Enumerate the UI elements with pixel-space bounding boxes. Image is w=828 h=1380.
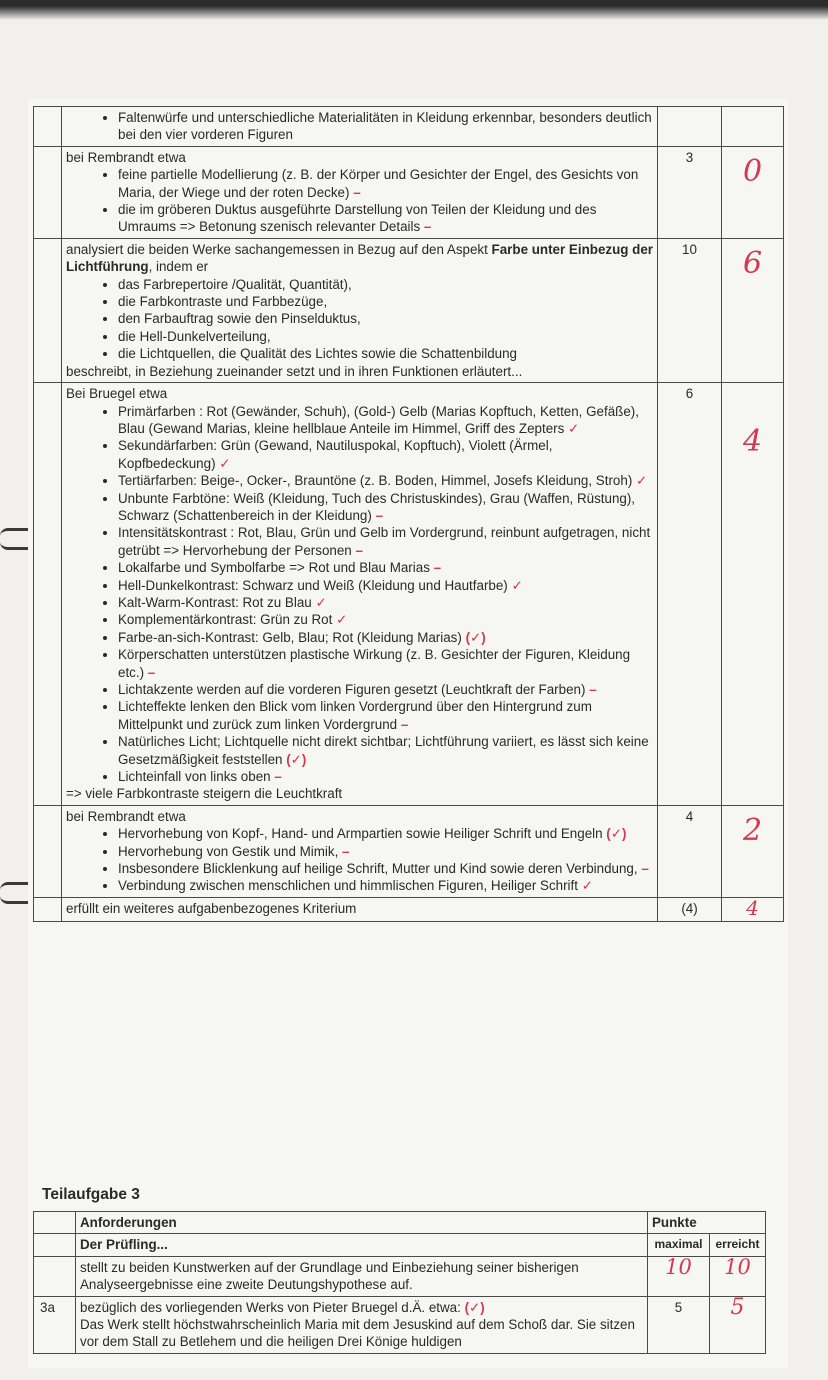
criterion-text: erfüllt ein weiteres aufgabenbezogenes Kriterium: [62, 897, 658, 921]
achieved-points: 0: [742, 153, 763, 189]
table-row: [34, 238, 784, 382]
max-points: 5: [648, 1296, 710, 1353]
achieved-points: 4: [742, 424, 763, 460]
list-item: • Kalt-Warm-Kontrast: Rot zu Blau ✓: [118, 594, 653, 611]
list-item: • feine partielle Modellierung (z. B. der Körper und Gesichter der Engel, des Gesichts von Maria, der Wiege und der roten Decke) –: [118, 166, 653, 201]
row-intro: analysiert die beiden Werke sachangemessen in Bezug auf den Aspekt Farbe unter Einbezug der Lichtführung, indem er: [66, 241, 653, 275]
row-intro: bei Rembrandt etwa: [66, 149, 186, 165]
requirement-text: bezüglich des vorliegenden Werks von Pieter Bruegel d.Ä. etwa: (✓): [80, 1299, 485, 1315]
table-row: [34, 1256, 766, 1296]
list-item: • Unbunte Farbtöne: Weiß (Kleidung, Tuch des Christuskindes), Grau (Waffen, Rüstung), Schwarz (Schattenbereich in der Kleidung) –: [118, 490, 653, 525]
list-item: • Verbindung zwischen menschlichen und himmlischen Figuren, Heiliger Schrift ✓: [118, 877, 653, 894]
table-row: [34, 107, 784, 147]
list-item: • Lichteinfall von links oben –: [118, 768, 653, 785]
table-row: [34, 1296, 766, 1353]
column-header-anforderungen: Anforderungen: [76, 1212, 648, 1234]
achieved-points: 4: [746, 895, 759, 920]
list-item: • Lichteffekte lenken den Blick vom linken Vordergrund über den Hintergrund zum Mittelpunkt und zurück zum linken Vordergrund –: [118, 698, 653, 733]
requirement-text: stellt zu beiden Kunstwerken auf der Grundlage und Einbeziehung seiner bisherigen Analyseergebnisse eine zweite Deutungshypothese auf.: [76, 1256, 648, 1296]
list-item: • Insbesondere Blicklenkung auf heilige Schrift, Mutter und Kind sowie deren Verbindung, –: [118, 860, 653, 877]
list-item: • Sekundärfarben: Grün (Gewand, Nautiluspokal, Kopftuch), Violett (Ärmel, Kopfbedeckung) ✓: [118, 437, 653, 472]
list-item: • Natürliches Licht; Lichtquelle nicht direkt sichtbar; Lichtführung variiert, es lässt sich keine Gesetzmäßigkeit feststellen (✓): [118, 733, 653, 768]
bullet-list: [66, 166, 653, 236]
top-edge-shadow: [0, 0, 828, 20]
list-item: • den Farbauftrag sowie den Pinselduktus,: [118, 310, 653, 327]
max-points: 6: [658, 383, 722, 806]
achieved-points: 2: [742, 812, 763, 848]
row-intro: Bei Bruegel etwa: [66, 386, 168, 402]
list-item: • Farbe-an-sich-Kontrast: Gelb, Blau; Rot (Kleidung Marias) (✓): [118, 629, 653, 646]
list-item: • Lichtakzente werden auf die vorderen Figuren gesetzt (Leuchtkraft der Farben) –: [118, 681, 653, 698]
list-item: • Primärfarben : Rot (Gewänder, Schuh), (Gold-) Gelb (Marias Kopftuch, Ketten, Gefäße), Blau (Gewand Marias, kleine hellblaue Anteile im Himmel, Griff des Zepters ✓: [118, 403, 653, 438]
max-points: (4): [658, 897, 722, 921]
column-header-pruefling: Der Prüfling...: [76, 1234, 648, 1256]
teilaufgabe3-table: [33, 1211, 766, 1354]
row-outro: => viele Farbkontraste steigern die Leuchtkraft: [66, 786, 343, 802]
column-header-punkte: Punkte: [648, 1212, 766, 1234]
list-item: • die im gröberen Duktus ausgeführte Darstellung von Teilen der Kleidung und des Umraums => Betonung szenisch relevanter Details –: [118, 201, 653, 236]
list-item: • Hell-Dunkelkontrast: Schwarz und Weiß (Kleidung und Hautfarbe) ✓: [118, 577, 653, 594]
list-item: • das Farbrepertoire /Qualität, Quantität),: [118, 276, 653, 293]
list-item: • Intensitätskontrast : Rot, Blau, Grün und Gelb im Vordergrund, reinbunt aufgetragen, nicht getrübt => Hervorhebung der Personen –: [118, 524, 653, 559]
list-item: • Komplementärkontrast: Grün zu Rot ✓: [118, 611, 653, 628]
bullet-list: [66, 825, 653, 895]
header-row: [34, 1234, 766, 1256]
achieved-points: 6: [742, 245, 763, 281]
table-row: [34, 805, 784, 897]
achieved-points: 5: [730, 1294, 745, 1320]
list-item: • Faltenwürfe und unterschiedliche Materialitäten in Kleidung erkennbar, besonders deutlich bei den vier vorderen Figuren: [118, 109, 653, 144]
table-row: [34, 146, 784, 238]
row-intro: bei Rembrandt etwa: [66, 808, 186, 824]
column-header-maximal: maximal: [648, 1234, 710, 1256]
grading-table: [33, 106, 784, 922]
max-points: 3: [658, 146, 722, 238]
max-points: 10: [658, 238, 722, 382]
column-header-erreicht: erreicht: [710, 1234, 766, 1256]
section-title: Teilaufgabe 3: [42, 1186, 140, 1203]
achieved-points: 10: [724, 1254, 751, 1279]
row-outro: beschreibt, in Beziehung zueinander setzt und in ihren Funktionen erläutert...: [66, 363, 523, 379]
bullet-list: [66, 403, 653, 786]
list-item: • Tertiärfarben: Beige-, Ocker-, Brauntöne (z. B. Boden, Himmel, Josefs Kleidung, Stroh) ✓: [118, 472, 653, 489]
max-points: 4: [658, 805, 722, 897]
bullet-list: [66, 276, 653, 363]
list-item: • die Hell-Dunkelverteilung,: [118, 328, 653, 345]
task-number: 3a: [34, 1296, 76, 1353]
bullet-list: [66, 109, 653, 144]
table-row: [34, 383, 784, 806]
list-item: • die Farbkontraste und Farbbezüge,: [118, 293, 653, 310]
list-item: • Hervorhebung von Gestik und Mimik, –: [118, 843, 653, 860]
list-item: • die Lichtquellen, die Qualität des Lichtes sowie die Schattenbildung: [118, 345, 653, 362]
list-item: • Körperschatten unterstützen plastische Wirkung (z. B. Gesichter der Figuren, Kleidung etc.) –: [118, 646, 653, 681]
max-points: 10: [665, 1254, 692, 1279]
table-row: [34, 897, 784, 921]
list-item: • Hervorhebung von Kopf-, Hand- und Armpartien sowie Heiliger Schrift und Engeln (✓): [118, 825, 653, 842]
header-row: [34, 1212, 766, 1234]
list-item: • Lokalfarbe und Symbolfarbe => Rot und Blau Marias –: [118, 559, 653, 576]
requirement-text-continued: Das Werk stellt höchstwahrscheinlich Maria mit dem Jesuskind auf dem Schoß dar. Sie sitzen vor dem Stall zu Betlehem und die heiligen Drei Könige huldigen: [80, 1317, 635, 1350]
